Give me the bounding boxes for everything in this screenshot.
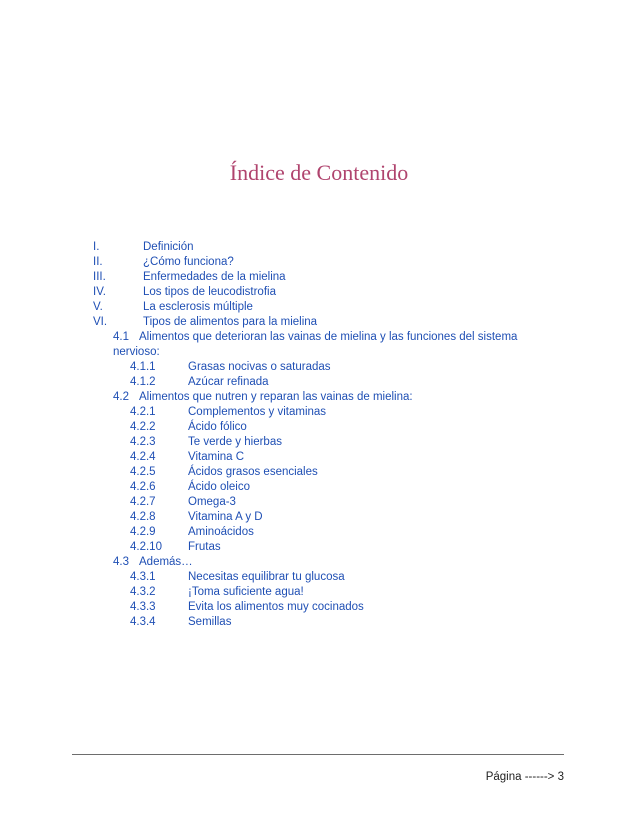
toc-entry-number: 4.2.8 bbox=[130, 511, 156, 523]
page-number: Página ------> 3 bbox=[485, 771, 564, 783]
toc-entry[interactable] bbox=[93, 495, 553, 510]
toc-entry-label: ¡Toma suficiente agua! bbox=[188, 586, 304, 598]
toc-entry-number: 4.2.3 bbox=[130, 436, 156, 448]
toc-entry-number: 4.2.1 bbox=[130, 406, 156, 418]
toc-entry[interactable] bbox=[93, 480, 553, 495]
toc-entry[interactable] bbox=[93, 360, 553, 375]
toc-entry[interactable] bbox=[93, 255, 553, 270]
toc-entry-number: 4.2.10 bbox=[130, 541, 162, 553]
toc-entry[interactable] bbox=[93, 390, 553, 405]
toc-entry-label: Ácidos grasos esenciales bbox=[188, 466, 318, 478]
toc-entry-label: Evita los alimentos muy cocinados bbox=[188, 601, 364, 613]
toc-entry-label: Necesitas equilibrar tu glucosa bbox=[188, 571, 345, 583]
toc-entry-label: Los tipos de leucodistrofia bbox=[143, 286, 276, 298]
toc-entry-number: III. bbox=[93, 271, 106, 283]
toc-entry-number: 4.2.4 bbox=[130, 451, 156, 463]
toc-entry-number: 4.2.9 bbox=[130, 526, 156, 538]
toc-entry[interactable] bbox=[93, 375, 553, 390]
toc-entry[interactable] bbox=[93, 240, 553, 255]
toc-entry-label: Vitamina C bbox=[188, 451, 245, 463]
toc-entry-label: Semillas bbox=[188, 616, 232, 628]
toc-entry-label: Complementos y vitaminas bbox=[188, 406, 327, 418]
toc-entry[interactable] bbox=[93, 510, 553, 525]
toc-entry[interactable] bbox=[93, 540, 553, 555]
toc-entry-number: 4.3.2 bbox=[130, 586, 156, 598]
toc-entry[interactable] bbox=[93, 285, 553, 300]
toc-entry-number: IV. bbox=[93, 286, 107, 298]
toc-entry-label: Vitamina A y D bbox=[188, 511, 263, 523]
toc-entry[interactable] bbox=[93, 585, 553, 600]
toc-entry-label: Ácido oleico bbox=[188, 481, 251, 493]
toc-entry[interactable] bbox=[93, 570, 553, 585]
toc-entry-label: Te verde y hierbas bbox=[188, 436, 282, 448]
toc-entry-label: Alimentos que nutren y reparan las vainas de mielina: bbox=[139, 391, 413, 403]
toc-entry-number: 4.1.2 bbox=[130, 376, 156, 388]
toc-entry-number: 4.2 bbox=[113, 391, 129, 403]
toc-entry[interactable] bbox=[93, 465, 553, 480]
toc-entry-number: 4.3.4 bbox=[130, 616, 156, 628]
footer-divider bbox=[72, 754, 564, 755]
toc-entry[interactable] bbox=[93, 405, 553, 420]
toc-entry[interactable] bbox=[93, 315, 553, 330]
toc-entry-label: Ácido fólico bbox=[188, 421, 247, 433]
toc-entry[interactable] bbox=[93, 420, 553, 435]
toc-entry-number: 4.1.1 bbox=[130, 361, 156, 373]
toc-entry-number: 4.3 bbox=[113, 556, 129, 568]
toc-entry-number: I. bbox=[93, 241, 100, 253]
toc-entry-label: Alimentos que deterioran las vainas de mielina y las funciones del sistema nervioso: bbox=[113, 331, 518, 358]
toc-entry-number: 4.3.1 bbox=[130, 571, 156, 583]
toc-entry[interactable] bbox=[93, 450, 553, 465]
page-title: Índice de Contenido bbox=[229, 160, 409, 185]
toc-entry-label: Enfermedades de la mielina bbox=[143, 271, 286, 283]
table-of-contents bbox=[93, 240, 553, 630]
toc-entry-number: 4.1 bbox=[113, 331, 129, 343]
toc-entry-label: Aminoácidos bbox=[188, 526, 254, 538]
toc-entry-number: 4.2.7 bbox=[130, 496, 156, 508]
toc-entry-label: Definición bbox=[143, 241, 194, 253]
toc-entry[interactable] bbox=[93, 435, 553, 450]
toc-entry[interactable] bbox=[93, 555, 553, 570]
toc-entry-label: Frutas bbox=[188, 541, 221, 553]
toc-entry[interactable] bbox=[93, 270, 553, 285]
toc-entry-label: Azúcar refinada bbox=[188, 376, 269, 388]
toc-entry-label: Omega-3 bbox=[188, 496, 236, 508]
toc-entry-number: 4.3.3 bbox=[130, 601, 156, 613]
toc-entry-number: 4.2.5 bbox=[130, 466, 156, 478]
toc-entry-number: VI. bbox=[93, 316, 108, 328]
toc-entry-number: V. bbox=[93, 301, 103, 313]
toc-entry-label: Grasas nocivas o saturadas bbox=[188, 361, 331, 373]
toc-entry-label: La esclerosis múltiple bbox=[143, 301, 253, 313]
toc-entry[interactable] bbox=[93, 300, 553, 315]
toc-entry[interactable] bbox=[93, 600, 553, 615]
toc-entry-label: ¿Cómo funciona? bbox=[143, 256, 234, 268]
toc-entry-number: 4.2.2 bbox=[130, 421, 156, 433]
toc-entry-label: Tipos de alimentos para la mielina bbox=[143, 316, 318, 328]
toc-entry-number: II. bbox=[93, 256, 103, 268]
toc-entry[interactable] bbox=[93, 330, 553, 360]
toc-entry[interactable] bbox=[93, 615, 553, 630]
toc-entry-number: 4.2.6 bbox=[130, 481, 156, 493]
toc-entry-label: Además… bbox=[139, 556, 193, 568]
toc-entry[interactable] bbox=[93, 525, 553, 540]
